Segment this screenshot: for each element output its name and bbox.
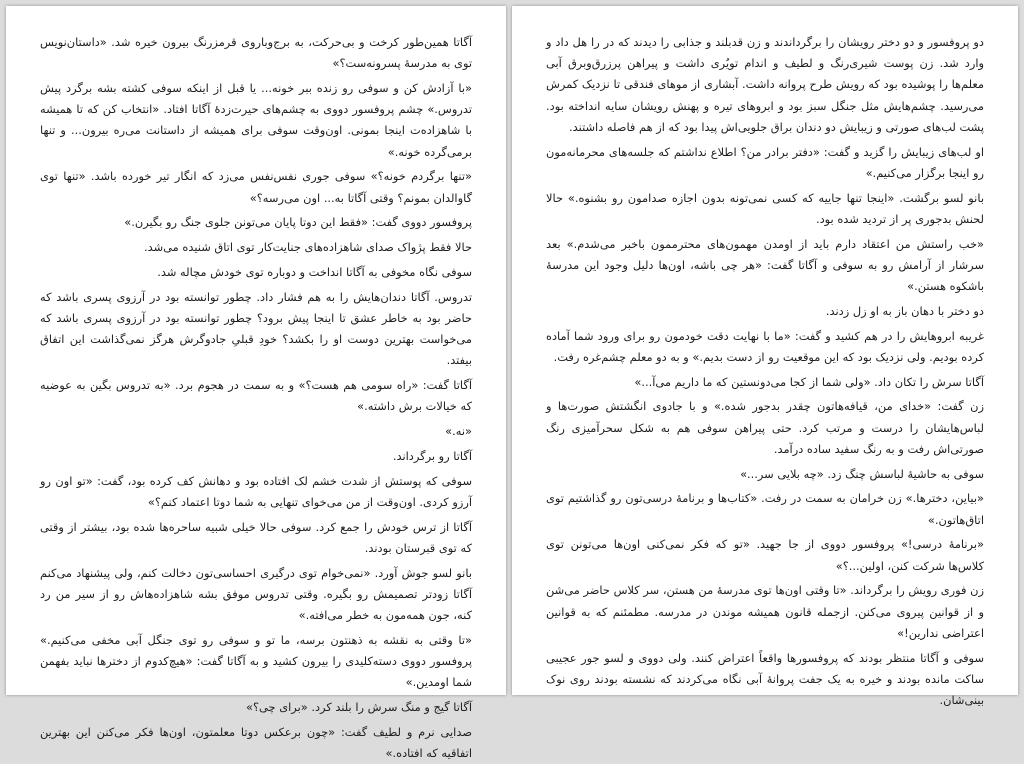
paragraph: دو دختر با دهان باز به او زل زدند. (825, 303, 984, 318)
paragraph: آگاتا رو برگرداند. (392, 449, 472, 463)
paragraph: «برنامهٔ درسی!» پروفسور دووی از جا جهید. «تو که فکر نمی‌کنی اون‌ها می‌تونن توی کلاس‌ها شرکت کنن، اولین...؟» (546, 537, 984, 573)
paragraph: «خب راستش من اعتقاد دارم باید از اومدن مهمون‌های محترممون باخبر می‌شدم.» بعد سرشار از آرامش رو به سوفی و آگاتا گفت: «هر چی باشه، اون‌ها دلیل وجود این مدرسهٔ باشکوه هستن.» (546, 236, 984, 294)
paragraph: آگاتا از ترس خودش را جمع کرد. سوفی حالا خیلی شبیه ساحره‌ها شده بود، بیشتر از وقتی که توی قبرستان بودند. (40, 519, 472, 555)
paragraph: «بیاین، دخترها.» زن خرامان به سمت در رفت. «کتاب‌ها و برنامهٔ درسی‌تون رو گذاشتیم توی اتاق‌هاتون.» (546, 491, 984, 527)
paragraph: صدایی نرم و لطیف گفت: «چون برعکس دوتا معلمتون، اون‌ها فکر می‌کنن این بهترین اتفاقیه که افتاده.» (40, 725, 472, 761)
paragraph: زن فوری رویش را برگرداند. «تا وقتی اون‌ها توی مدرسهٔ من هستن، سر کلاس حاضر می‌شن و از قوانین پیروی می‌کنن. ازجمله قانون همیشه موندن در مدرسه. مطمئنم که به قوانین اعتراضی ندارین!» (546, 583, 984, 640)
paragraph: سوفی نگاه مخوفی به آگاتا انداخت و دوباره توی خودش مچاله شد. (157, 265, 472, 279)
right-page (512, 6, 1018, 708)
paragraph: غریبه ابروهایش را در هم کشید و گفت: «ما با نهایت دقت خودمون رو برای ورود شما آماده کرده بودیم. ولی نزدیک بود که این موقعیت رو از دست بدیم.» و به دو معلم چشم‌غره رفت. (546, 328, 984, 364)
paragraph: حالا فقط پژواک صدای شاهزاده‌های جنایت‌کار توی اتاق شنیده می‌شد. (144, 240, 472, 255)
paragraph: سوفی که پوستش از شدت خشم لک افتاده بود و دهانش کف کرده بود، گفت: «تو اون رو آرزو کردی. اون‌وقت از من می‌خوای تنهایی به شما دوتا اعتماد کنم؟» (40, 473, 472, 509)
paragraph: «با آزادش کن و سوفی رو زنده ببر خونه... یا قبل از اینکه سوفی کشته بشه برگرد پیش تدروس.» چشم پروفسور دووی به چشم‌های حیرت‌زدهٔ آگاتا افتاد. «انتخاب کن که تا همیشه با شاهزاده‌ت اینجا بمونی. اون‌وقت سوفی برای همیشه از داستانت می‌ره بیرون... و تنها برمی‌گرده خونه.» (40, 81, 472, 159)
paragraph: سوفی و آگاتا منتظر بودند که پروفسورها واقعاً اعتراض کنند. ولی دووی و لسو جور عجیبی ساکت مانده بودند و خیره به یک جفت پروانهٔ آبی نگاه می‌کردند که نشسته بودند روی نوک بینی‌شان. (546, 650, 984, 708)
paragraph: آگاتا گیج و منگ سرش را بلند کرد. «برای چی؟» (246, 700, 472, 715)
paragraph: پروفسور دووی گفت: «فقط این دوتا پایان می‌تونن جلوی جنگ رو بگیرن.» (124, 215, 472, 230)
paragraph: «نه.» (445, 424, 472, 439)
paragraph: آگاتا همین‌طور کرخت و بی‌حرکت، به برج‌وباروی قرمزرنگ بیرون خیره شد. «داستان‌نویس توی به مدرسهٔ پسرونه‌ست؟» (40, 35, 472, 71)
paragraph: «تنها برگردم خونه؟» سوفی جوری نفس‌نفس می‌زد که انگار تیر خورده باشد. «تنها توی گاوالدان بمونم؟ وقتی آگاتا به... اون می‌رسه؟» (40, 169, 472, 205)
paragraph: تدروس. آگاتا دندان‌هایش را به هم فشار داد. چطور توانسته بود در آرزوی پسری باشد که حاضر بود به خاطر عشق تا اینجا پیش برود؟ چطور توانسته بود در آرزوی پسری باشد که می‌خواست بهترین دوست او را بکشد؟ خودِ قبلیِ جادوگرش هرگز نمی‌گذاشت این اتفاق بیفتد. (40, 289, 472, 368)
paragraph: آگاتا گفت: «راه سومی هم هست؟» و به سمت در هجوم برد. «به تدروس بگین به عوضیه که خیالات برش داشته.» (40, 378, 472, 414)
paragraph: او لب‌های زیبایش را گزید و گفت: «دفتر برادر من؟ اطلاع نداشتم که جلسه‌های محرمانه‌مون رو اینجا برگزار می‌کنیم.» (546, 144, 984, 180)
left-page (6, 6, 506, 761)
paragraph: دو پروفسور و دو دختر رویشان را برگرداندند و زن قدبلند و جذابی را دیدند که در را هل داد و وارد شد. زن پوست شیری‌رنگ و لطیف و اندام تویُری داشت و پیراهن پرزرق‌وبرق آبی معلم‌ها را پوشیده بود که رویش طرح پروانه داشت. آبشاری از موهای فندقی تا نزدیک کمرش می‌رسید. چشم‌هایش مثل جنگل سبز بود و ابروهای تیره و پهنش رویشان سایه انداخته بود. پشت لب‌های صورتی و زیبایش دو دندان براق جلویی‌اش پیدا بود که از هم فاصله داشتند. (546, 35, 984, 134)
paragraph: «تا وقتی به نقشه به ذهنتون برسه، ما تو و سوفی رو توی جنگل آبی مخفی می‌کنیم.» پروفسور دووی دسته‌کلیدی را بیرون کشید و به آگاتا گفت: «هیچ‌کدوم از دخترها نباید بفهمن شما اومدین.» (40, 633, 472, 690)
paragraph: آگاتا سرش را تکان داد. «ولی شما از کجا می‌دونستین که ما داریم می‌آ...» (634, 374, 984, 389)
paragraph: سوفی به حاشیهٔ لباسش چنگ زد. «چه بلایی سر...» (740, 466, 984, 481)
paragraph: بانو لسو برگشت. «اینجا تنها جاییه که کسی نمی‌تونه بدون اجازه صدامون رو بشنوه.» حالا لحنش بدجوری پر از تردید شده بود. (546, 190, 984, 226)
paragraph: بانو لسو جوش آورد. «نمی‌خوام توی درگیری احساسی‌تون دخالت کنم، ولی پیشنهاد می‌کنم آگاتا زودتر تصمیمش رو بگیره. وقتی تدروس موفق بشه شاهزاده‌هاش رو از سیر من رد کنه، جون همه‌مون به خطر می‌افته.» (40, 565, 472, 623)
paragraph: زن گفت: «خدای من، قیافه‌هاتون چقدر بدجور شده.» و با جادوی انگشتش صورت‌ها و لباس‌هایشان را درست و مرتب کرد. حتی پیراهن سوفی هم به شکل سحرآمیزی رنگ صورتی‌اش رفت و به رنگ سفید ساده درآمد. (546, 399, 984, 456)
